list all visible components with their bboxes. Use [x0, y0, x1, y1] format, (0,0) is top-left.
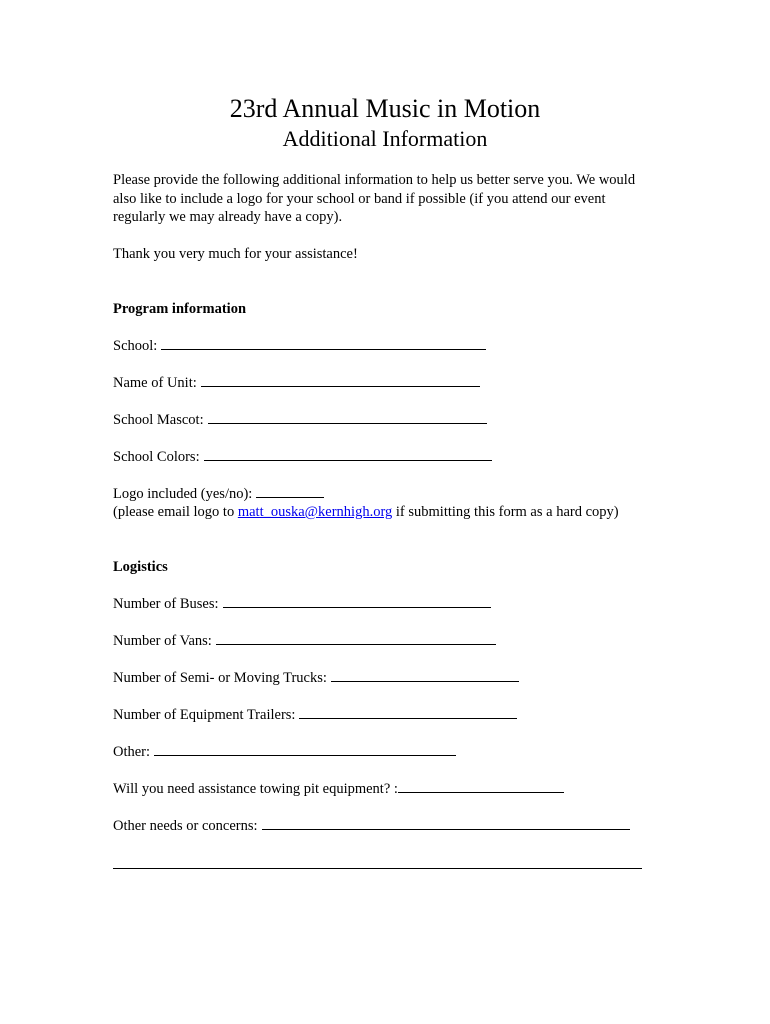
unit-row	[113, 374, 480, 392]
towing-field[interactable]	[398, 780, 564, 793]
colors-row	[113, 448, 492, 466]
program-heading: Program information	[113, 301, 247, 317]
towing-row	[113, 780, 564, 798]
colors-label: School Colors:	[113, 449, 200, 465]
buses-label: Number of Buses:	[113, 596, 219, 612]
logo-row	[113, 485, 324, 503]
logo-note-prefix: (please email logo to	[113, 504, 235, 520]
logo-label: Logo included (yes/no):	[113, 486, 253, 502]
intro-paragraph: Please provide the following additional information to help us better serve you. We would also like to include a logo for your school or band if possible (if you attend our event regularly we may already have a copy).	[113, 172, 636, 225]
page-subtitle: Additional Information	[282, 126, 488, 151]
mascot-field[interactable]	[208, 411, 487, 424]
vans-label: Number of Vans:	[113, 633, 212, 649]
trailers-row	[113, 706, 517, 724]
vans-field[interactable]	[216, 632, 496, 645]
trailers-label: Number of Equipment Trailers:	[113, 707, 296, 723]
page-title: 23rd Annual Music in Motion	[229, 94, 541, 123]
towing-label: Will you need assistance towing pit equipment? :	[113, 781, 398, 797]
unit-label: Name of Unit:	[113, 375, 197, 391]
colors-field[interactable]	[204, 448, 492, 461]
logistics-heading: Logistics	[113, 559, 168, 575]
school-row	[113, 337, 486, 355]
other-row	[113, 743, 456, 761]
trailers-field[interactable]	[299, 706, 517, 719]
buses-row	[113, 595, 491, 613]
logo-email-link[interactable]: matt_ouska@kernhigh.org	[237, 504, 393, 520]
logo-note	[113, 503, 619, 521]
trucks-row	[113, 669, 519, 687]
needs-field-continued[interactable]	[113, 868, 642, 869]
school-label: School:	[113, 338, 158, 354]
logo-note-suffix: if submitting this form as a hard copy)	[395, 504, 619, 520]
trucks-label: Number of Semi- or Moving Trucks:	[113, 670, 327, 686]
thanks-paragraph: Thank you very much for your assistance!	[113, 246, 358, 262]
mascot-label: School Mascot:	[113, 412, 204, 428]
school-field[interactable]	[161, 337, 486, 350]
other-label: Other:	[113, 744, 151, 760]
trucks-field[interactable]	[331, 669, 519, 682]
logo-field[interactable]	[256, 485, 324, 498]
other-field[interactable]	[154, 743, 456, 756]
mascot-row	[113, 411, 487, 429]
needs-field[interactable]	[262, 817, 630, 830]
needs-label: Other needs or concerns:	[113, 818, 258, 834]
buses-field[interactable]	[223, 595, 491, 608]
unit-field[interactable]	[201, 374, 480, 387]
needs-row	[113, 817, 630, 835]
vans-row	[113, 632, 496, 650]
